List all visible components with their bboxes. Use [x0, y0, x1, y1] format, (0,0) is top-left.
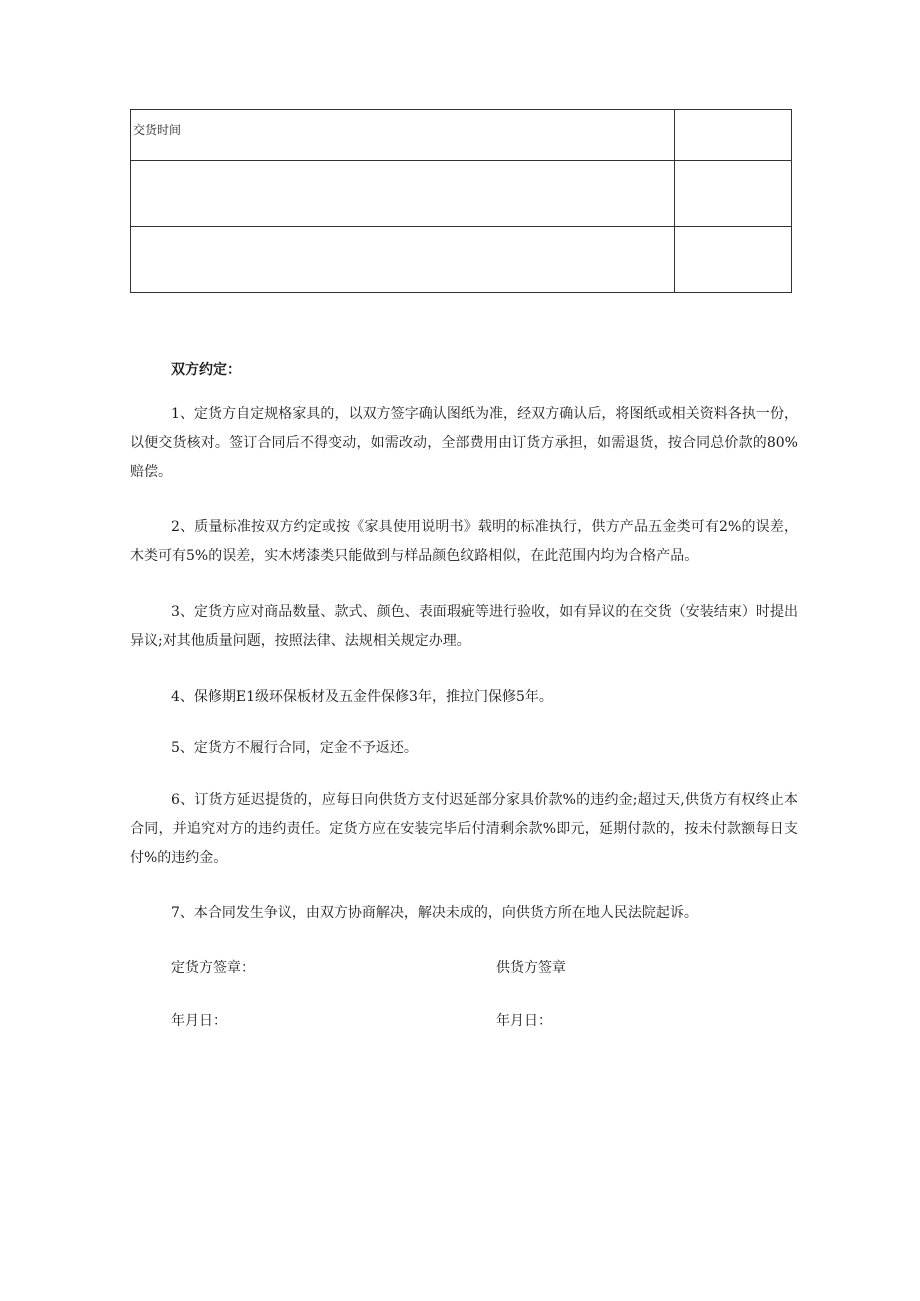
seller-date-label: 年月日： [496, 1013, 552, 1029]
clause-5: 5、定货方不履行合同，定金不予返还。 [171, 740, 418, 756]
buyer-signature-label: 定货方签章： [171, 960, 255, 976]
delivery-table [130, 109, 792, 293]
seller-signature-label: 供货方签章 [496, 960, 566, 976]
table-cell-label [131, 227, 675, 293]
table-row [131, 110, 792, 161]
clause-6: 6、订货方延迟提货的，应每日向供货方支付迟延部分家具价款%的违约金;超过天,供货方有权终止本合同，并追究对方的违约责任。定货方应在安装完毕后付清剩余款%即元，延期付款的，按未付款额每日支付%的违约金。 [130, 792, 798, 866]
table-row [131, 227, 792, 293]
table-cell-value [675, 110, 792, 161]
table-cell-value [675, 161, 792, 227]
agreement-title: 双方约定： [171, 362, 241, 378]
clause-1: 1、定货方自定规格家具的，以双方签字确认图纸为准，经双方确认后，将图纸或相关资料各执一份，以便交货核对。签订合同后不得变动，如需改动，全部费用由订货方承担，如需退货，按合同总价款的80%赔偿。 [130, 406, 798, 480]
clause-3: 3、定货方应对商品数量、款式、颜色、表面瑕疵等进行验收，如有异议的在交货（安装结束）时提出异议;对其他质量问题，按照法律、法规相关规定办理。 [130, 604, 798, 649]
clause-4: 4、保修期E1级环保板材及五金件保修3年，推拉门保修5年。 [171, 689, 553, 705]
buyer-date-label: 年月日： [171, 1013, 227, 1029]
table-cell-label [131, 110, 675, 161]
clause-2: 2、质量标准按双方约定或按《家具使用说明书》载明的标准执行，供方产品五金类可有2%的误差，木类可有5%的误差，实木烤漆类只能做到与样品颜色纹路相似，在此范围内均为合格产品。 [130, 519, 798, 564]
table-cell-value [675, 227, 792, 293]
delivery-time-label: 交货时间 [133, 123, 182, 137]
table-cell-label [131, 161, 675, 227]
clause-7: 7、本合同发生争议，由双方协商解决，解决未成的，向供货方所在地人民法院起诉。 [171, 905, 698, 921]
table-row [131, 161, 792, 227]
